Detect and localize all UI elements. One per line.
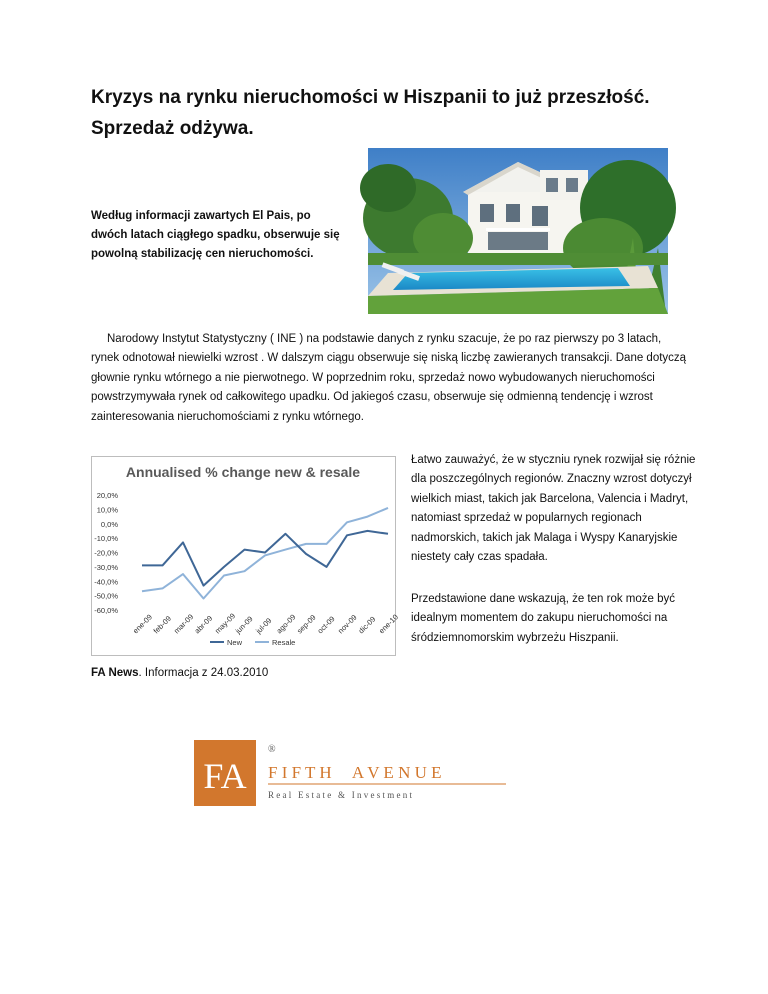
x-tick-label: jun-09 [233,614,255,636]
line-chart [92,457,400,655]
fifth-avenue-logo [194,740,514,806]
y-tick-label: -30,0% [94,562,118,572]
logo-tagline: R e a l E s t a t e & I n v e s t m e n t [268,790,412,800]
y-tick-label: -20,0% [94,548,118,558]
body-paragraph: Narodowy Instytut Statystyczny ( INE ) na podstawie danych z rynku szacuje, że po raz pierwszy po 3 latach, rynek odnotował niewielki wzrost . W dalszym ciągu obserwuje się niską liczbę zawieranych transakcji. Dane dotyczą głownie rynku wtórnego a nie pierwotnego. W poprzednim roku, sprzedaż nowo wybudowanych nieruchomości powstrzymywała rynek od całkowitego upadku. Od jakiegoś czasu, obserwuje się odmienną tendencję i wzrost zainteresowania nieruchomościami z rynku wtórnego. [91,333,687,423]
y-tick-label: 20,0% [96,491,118,500]
x-tick-label: feb-09 [151,614,173,636]
villa-pool-photo [368,148,668,314]
y-tick-label: -10,0% [94,534,118,544]
x-tick-label: nov-09 [336,612,359,636]
x-tick-label: oct-09 [315,614,337,636]
legend-label-new: New [227,638,243,647]
chart-container [91,456,400,656]
x-tick-label: sep-09 [295,612,318,636]
logo-name: F I F T H A V E N U E [268,763,442,782]
x-tick-label: may-09 [213,611,238,636]
x-tick-label: ene-09 [131,612,154,636]
chart-title: Annualised % change new & resale [125,464,361,480]
regional-paragraph: Łatwo zauważyć, że w styczniu rynek rozwijał się różnie dla poszczególnych regionów. Znaczny wzrost dotyczył wielkich miast, takich jak Barcelona, Valencia i Madryt, natomiast sprzedaż w popularnych regionach nadmorskich, takich jak Malaga i Wyspy Kanaryjskie niestety cały czas spadała. [411,454,696,564]
legend-label-resale: Resale [272,638,296,647]
x-tick-label: mar-09 [172,612,196,636]
y-tick-label: -50,0% [94,591,118,601]
conclusion-paragraph: Przedstawione dane wskazują, że ten rok może być idealnym momentem do zakupu nieruchomości na śródziemnomorskim wybrzeżu Hiszpanii. [411,593,675,644]
logo-registered: ® [268,744,276,755]
x-tick-label: dic-09 [356,614,378,636]
source-line [91,667,268,679]
x-tick-label: ene-10 [377,612,400,636]
title-line-2: Sprzedaż odżywa. [91,118,254,139]
source-date: . Informacja z 24.03.2010 [138,667,269,679]
y-tick-label: 0,0% [100,519,118,529]
y-tick-label: -40,0% [94,577,118,587]
lead-paragraph: Według informacji zawartych El Pais, po dwóch latach ciągłego spadku, obserwuje się powolną stabilizację cen nieruchomości. [91,210,340,260]
y-tick-label: -60,0% [94,606,118,615]
title-line-1: Kryzys na rynku nieruchomości w Hiszpanii to już przeszłość. [91,87,650,108]
source-name: FA News [91,667,139,679]
x-tick-label: jul-09 [254,616,274,636]
y-tick-label: 10,0% [96,505,118,515]
logo-monogram: FA [203,756,247,796]
x-tick-label: ago-09 [274,612,298,636]
x-tick-label: abr-09 [192,613,215,636]
article-title [91,82,651,144]
